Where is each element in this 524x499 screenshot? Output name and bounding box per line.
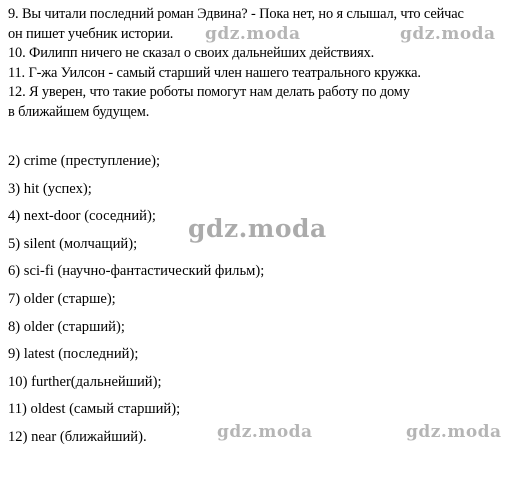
sentence-line: 9. Вы читали последний роман Эдвина? - Пока нет, но я слышал, что сейчас — [8, 6, 464, 22]
answer-item: 10) further(дальнейший); — [8, 373, 162, 390]
watermark: gdz.moda — [217, 422, 313, 442]
answer-item: 2) crime (преступление); — [8, 153, 161, 169]
sentence-line: он пишет учебник истории. — [8, 25, 174, 42]
answer-item: 6) sci-fi (научно-фантастический фильм); — [8, 263, 265, 280]
answer-item: 12) near (ближайший). — [8, 428, 147, 445]
exercise-sentences — [8, 5, 518, 122]
answer-item: 7) older (старше); — [8, 290, 116, 307]
sentence-line: 12. Я уверен, что такие роботы помогут нам делать работу по дому — [8, 84, 410, 100]
watermark: gdz.moda — [188, 214, 327, 243]
answer-item: 9) latest (последний); — [8, 346, 139, 363]
answer-item: 4) next-door (соседний); — [8, 208, 156, 225]
answer-list — [8, 152, 518, 456]
watermark: gdz.moda — [406, 422, 502, 442]
answer-item: 11) oldest (самый старший); — [8, 401, 181, 418]
watermark: gdz.moda — [400, 24, 496, 44]
answer-item: 5) silent (молчащий); — [8, 235, 138, 252]
sentence-line: 10. Филипп ничего не сказал о своих дальнейших действиях. — [8, 45, 375, 61]
sentence-line: в ближайшем будущем. — [8, 103, 150, 120]
sentence-line: 11. Г-жа Уилсон - самый старший член нашего театрального кружка. — [8, 64, 421, 81]
watermark: gdz.moda — [205, 24, 301, 44]
answer-item: 8) older (старший); — [8, 318, 125, 335]
answer-item: 3) hit (успех); — [8, 180, 92, 197]
